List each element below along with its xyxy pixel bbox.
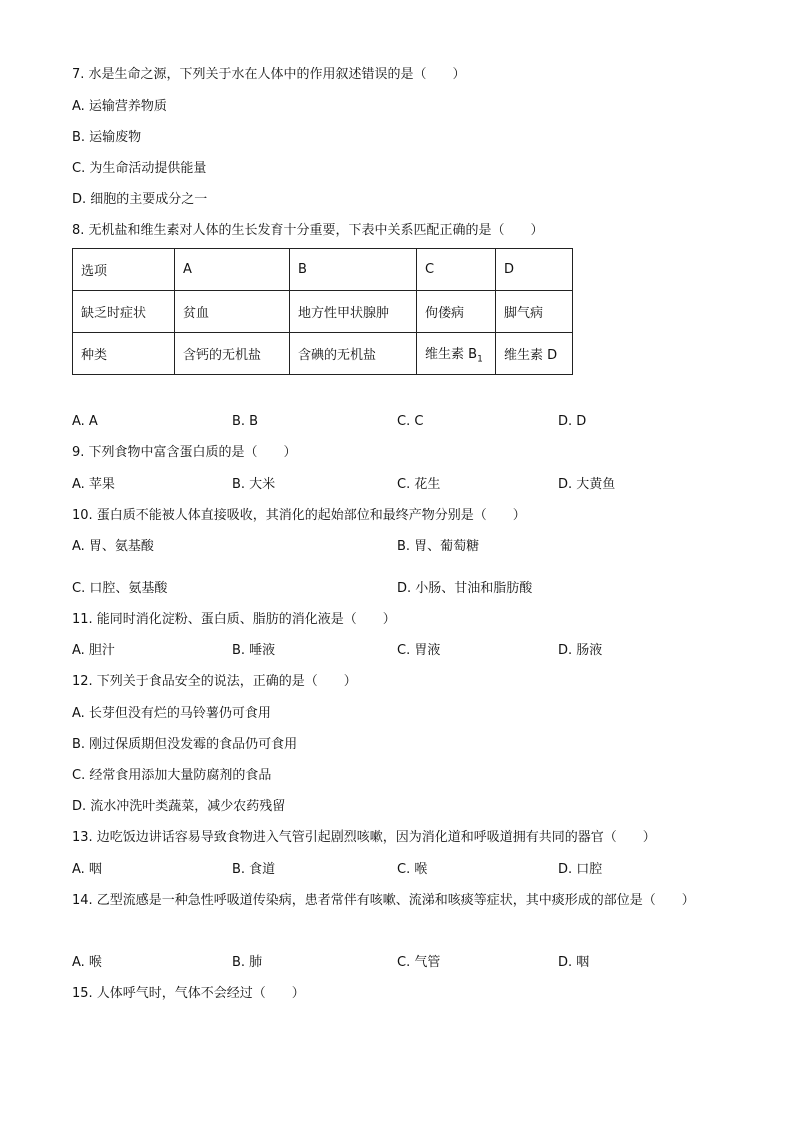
table-cell: A xyxy=(175,249,290,291)
table-row-header xyxy=(73,249,573,291)
table-row-symptom xyxy=(73,291,573,333)
q14-option-a: A. 喉 xyxy=(72,955,102,970)
q13-option-a: A. 咽 xyxy=(72,862,102,877)
q13-option-b: B. 食道 xyxy=(232,862,276,877)
table-cell: 含碘的无机盐 xyxy=(290,333,417,375)
q7-option-a: A. 运输营养物质 xyxy=(72,99,167,114)
table-cell: 种类 xyxy=(73,333,175,375)
table-cell: 佝偻病 xyxy=(417,291,496,333)
q13-option-d: D. 口腔 xyxy=(558,862,603,877)
question-14-stem: 14. 乙型流感是一种急性呼吸道传染病，患者常伴有咳嗽、流涕和咳痰等症状，其中痰形成的部位是（ ） xyxy=(72,893,695,908)
q14-option-c: C. 气管 xyxy=(397,955,441,970)
question-15-stem: 15. 人体呼气时，气体不会经过（ ） xyxy=(72,986,305,1001)
question-12-stem: 12. 下列关于食品安全的说法，正确的是（ ） xyxy=(72,674,357,689)
table-cell: 缺乏时症状 xyxy=(73,291,175,333)
question-9-stem: 9. 下列食物中富含蛋白质的是（ ） xyxy=(72,445,297,460)
q11-option-a: A. 胆汁 xyxy=(72,643,115,658)
q7-option-c: C. 为生命活动提供能量 xyxy=(72,161,207,176)
q9-option-c: C. 花生 xyxy=(397,477,441,492)
table-cell: 贫血 xyxy=(175,291,290,333)
q11-option-c: C. 胃液 xyxy=(397,643,441,658)
question-11-stem: 11. 能同时消化淀粉、蛋白质、脂肪的消化液是（ ） xyxy=(72,612,396,627)
q10-option-c: C. 口腔、氨基酸 xyxy=(72,581,168,596)
table-cell: B xyxy=(290,249,417,291)
q7-option-b: B. 运输废物 xyxy=(72,130,142,145)
q10-option-a: A. 胃、氨基酸 xyxy=(72,539,154,554)
q12-option-d: D. 流水冲洗叶类蔬菜，减少农药残留 xyxy=(72,799,286,814)
table-cell: 地方性甲状腺肿 xyxy=(290,291,417,333)
question-7-stem: 7. 水是生命之源，下列关于水在人体中的作用叙述错误的是（ ） xyxy=(72,67,466,82)
q10-option-b: B. 胃、葡萄糖 xyxy=(397,539,480,554)
question-8-stem: 8. 无机盐和维生素对人体的生长发育十分重要，下表中关系匹配正确的是（ ） xyxy=(72,223,544,238)
q11-option-d: D. 肠液 xyxy=(558,643,603,658)
q10-option-d: D. 小肠、甘油和脂肪酸 xyxy=(397,581,533,596)
q8-option-a: A. A xyxy=(72,414,98,429)
q9-option-a: A. 苹果 xyxy=(72,477,115,492)
table-row-kind xyxy=(73,333,573,375)
q13-option-c: C. 喉 xyxy=(397,862,428,877)
q7-option-d: D. 细胞的主要成分之一 xyxy=(72,192,208,207)
table-cell: 含钙的无机盐 xyxy=(175,333,290,375)
table-cell: 脚气病 xyxy=(496,291,573,333)
table-cell: 维生素 D xyxy=(496,333,573,375)
table-cell: D xyxy=(496,249,573,291)
q8-table xyxy=(72,248,573,375)
q9-option-d: D. 大黄鱼 xyxy=(558,477,616,492)
table-cell: C xyxy=(417,249,496,291)
table-cell xyxy=(417,333,496,375)
vitamin-b-label: 维生素 B xyxy=(425,346,478,362)
q11-option-b: B. 唾液 xyxy=(232,643,276,658)
q14-option-d: D. 咽 xyxy=(558,955,590,970)
q8-option-d: D. D xyxy=(558,414,587,429)
q8-option-b: B. B xyxy=(232,414,259,429)
question-13-stem: 13. 边吃饭边讲话容易导致食物进入气管引起剧烈咳嗽，因为消化道和呼吸道拥有共同的器官（ ） xyxy=(72,830,656,845)
subscript-1: 1 xyxy=(477,354,483,365)
q12-option-c: C. 经常食用添加大量防腐剂的食品 xyxy=(72,768,272,783)
q12-option-a: A. 长芽但没有烂的马铃薯仍可食用 xyxy=(72,706,271,721)
q8-option-c: C. C xyxy=(397,414,424,429)
table-cell: 选项 xyxy=(73,249,175,291)
q14-option-b: B. 肺 xyxy=(232,955,263,970)
question-10-stem: 10. 蛋白质不能被人体直接吸收，其消化的起始部位和最终产物分别是（ ） xyxy=(72,508,526,523)
q9-option-b: B. 大米 xyxy=(232,477,276,492)
q12-option-b: B. 刚过保质期但没发霉的食品仍可食用 xyxy=(72,737,298,752)
